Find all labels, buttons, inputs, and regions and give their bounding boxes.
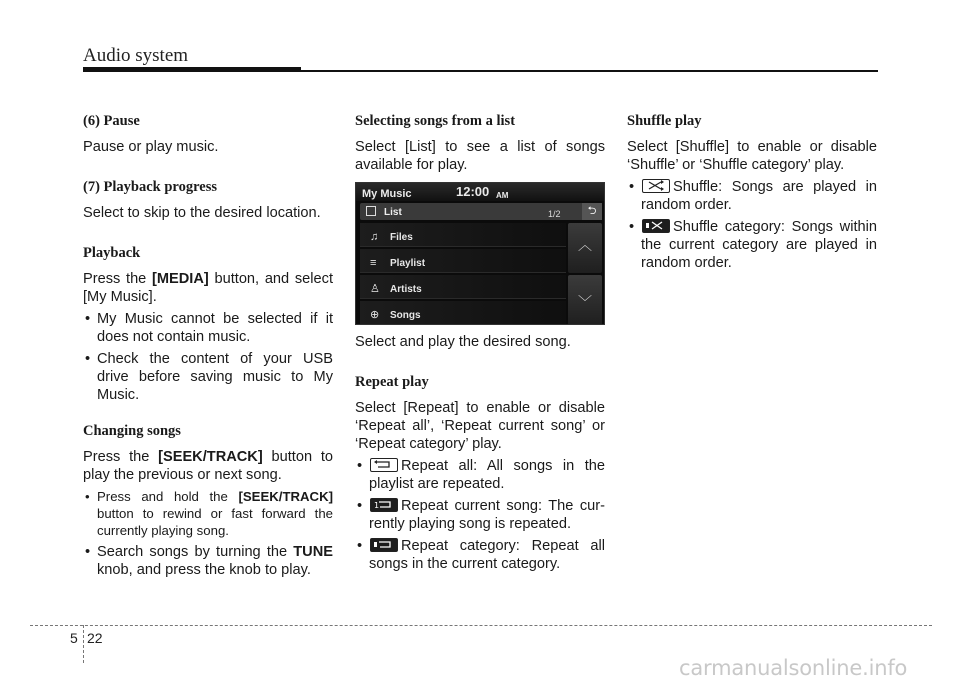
watermark: carmanualsonline.info (679, 656, 908, 680)
playback-text: Press the [MEDIA] button, and select [My Music]. (83, 271, 333, 305)
song-icon: ⊕ (370, 309, 380, 321)
bullet-repeat-current: • 1 Repeat current song: The cur- rently playing song is repeated. (355, 497, 605, 533)
screen-item-label: Files (390, 232, 413, 243)
bullet-search-tune: • Search songs by turning the TUNE knob, and press the knob to play. (83, 543, 333, 579)
screen-item-playlist (360, 249, 566, 273)
scroll-up-icon: ︿ (568, 223, 602, 273)
screen-status-bar (356, 183, 604, 201)
screen-item-artists (360, 275, 566, 299)
screen-list-label: List (384, 207, 402, 218)
list-icon (366, 206, 376, 216)
footer-vertical-rule (83, 625, 84, 663)
screen-item-label: Playlist (390, 258, 426, 269)
seek-track-key-hold: [SEEK/TRACK] (238, 489, 333, 504)
back-icon: ⮌ (582, 203, 602, 220)
repeat-current-icon (370, 498, 398, 512)
screen-item-label: Artists (390, 284, 422, 295)
playlist-icon: ≡ (370, 257, 377, 269)
shuffle-heading: Shuffle play (627, 113, 702, 129)
changing-text: Press the [SEEK/TRACK] button to play the previous or next song. (83, 449, 333, 483)
svg-text:1: • 1 (374, 501, 380, 510)
bullet-repeat-category: • Repeat category: Repeat all songs in the current category. (355, 537, 605, 573)
bullet-shuffle: • Shuffle: Songs are played in random order. (627, 178, 877, 214)
my-music-screenshot (355, 182, 605, 325)
footer-dashed-rule (30, 625, 932, 626)
scroll-down-icon: ﹀ (568, 275, 602, 325)
screen-item-files (360, 223, 566, 247)
bullet-shuffle-category: • Shuffle category: Songs within the current category are played in random order. (627, 218, 877, 272)
after-screen-text: Select and play the desired song. (355, 334, 571, 350)
select-heading: Selecting songs from a list (355, 113, 516, 129)
shuffle-text: Select [Shuffle] to enable or disable ‘Shuffle’ or ‘Shuffle category’ play. (627, 139, 877, 173)
repeat-all-icon (370, 458, 398, 472)
progress-heading: (7) Playback progress (83, 179, 217, 195)
bullet-check-usb: • Check the content of your USB drive before saving music to My Music. (83, 350, 333, 404)
screen-app-title: My Music (362, 188, 412, 200)
bullet-my-music-empty: • My Music cannot be selected if it does not contain music. (83, 310, 333, 346)
repeat-category-icon (370, 538, 398, 552)
screen-item-label: Songs (390, 310, 421, 321)
shuffle-icon (642, 179, 670, 193)
column-1 (83, 112, 333, 579)
person-icon: ♙ (370, 283, 380, 295)
page-header-title: Audio system (83, 45, 189, 66)
changing-heading: Changing songs (83, 423, 181, 439)
music-note-icon: ♫ (370, 231, 379, 243)
shuffle-category-icon (642, 219, 670, 233)
seek-track-key: [SEEK/TRACK] (158, 449, 263, 465)
screen-item-songs (360, 301, 566, 325)
bullet-press-hold: • Press and hold the [SEEK/TRACK] button to rewind or fast forward the currently playing song. (83, 488, 333, 539)
pause-text: Pause or play music. (83, 139, 219, 155)
screen-page-indicator: 1/2 (548, 209, 561, 219)
screen-ampm: AM (496, 191, 509, 200)
bullet-repeat-all: • Repeat all: All songs in the playlist are repeated. (355, 457, 605, 493)
pause-heading: (6) Pause (83, 113, 140, 129)
tune-key: TUNE (293, 544, 333, 560)
media-key: [MEDIA] (152, 271, 209, 287)
page-number: 22 (87, 630, 103, 646)
repeat-heading: Repeat play (355, 374, 429, 390)
select-text: Select [List] to see a list of songs available for play. (355, 139, 605, 173)
screen-clock: 12:00 (456, 184, 490, 199)
screen-list-bar (360, 203, 602, 220)
header-rule-thin (301, 70, 878, 72)
header-rule-thick (83, 67, 301, 72)
column-3 (627, 112, 877, 272)
chapter-number: 5 (70, 630, 78, 646)
progress-text: Select to skip to the desired location. (83, 205, 321, 221)
column-2 (355, 112, 605, 573)
repeat-text: Select [Repeat] to enable or disable ‘Repeat all’, ‘Repeat current song’ or ‘Repeat category’ play. (355, 400, 605, 452)
playback-heading: Playback (83, 245, 141, 261)
